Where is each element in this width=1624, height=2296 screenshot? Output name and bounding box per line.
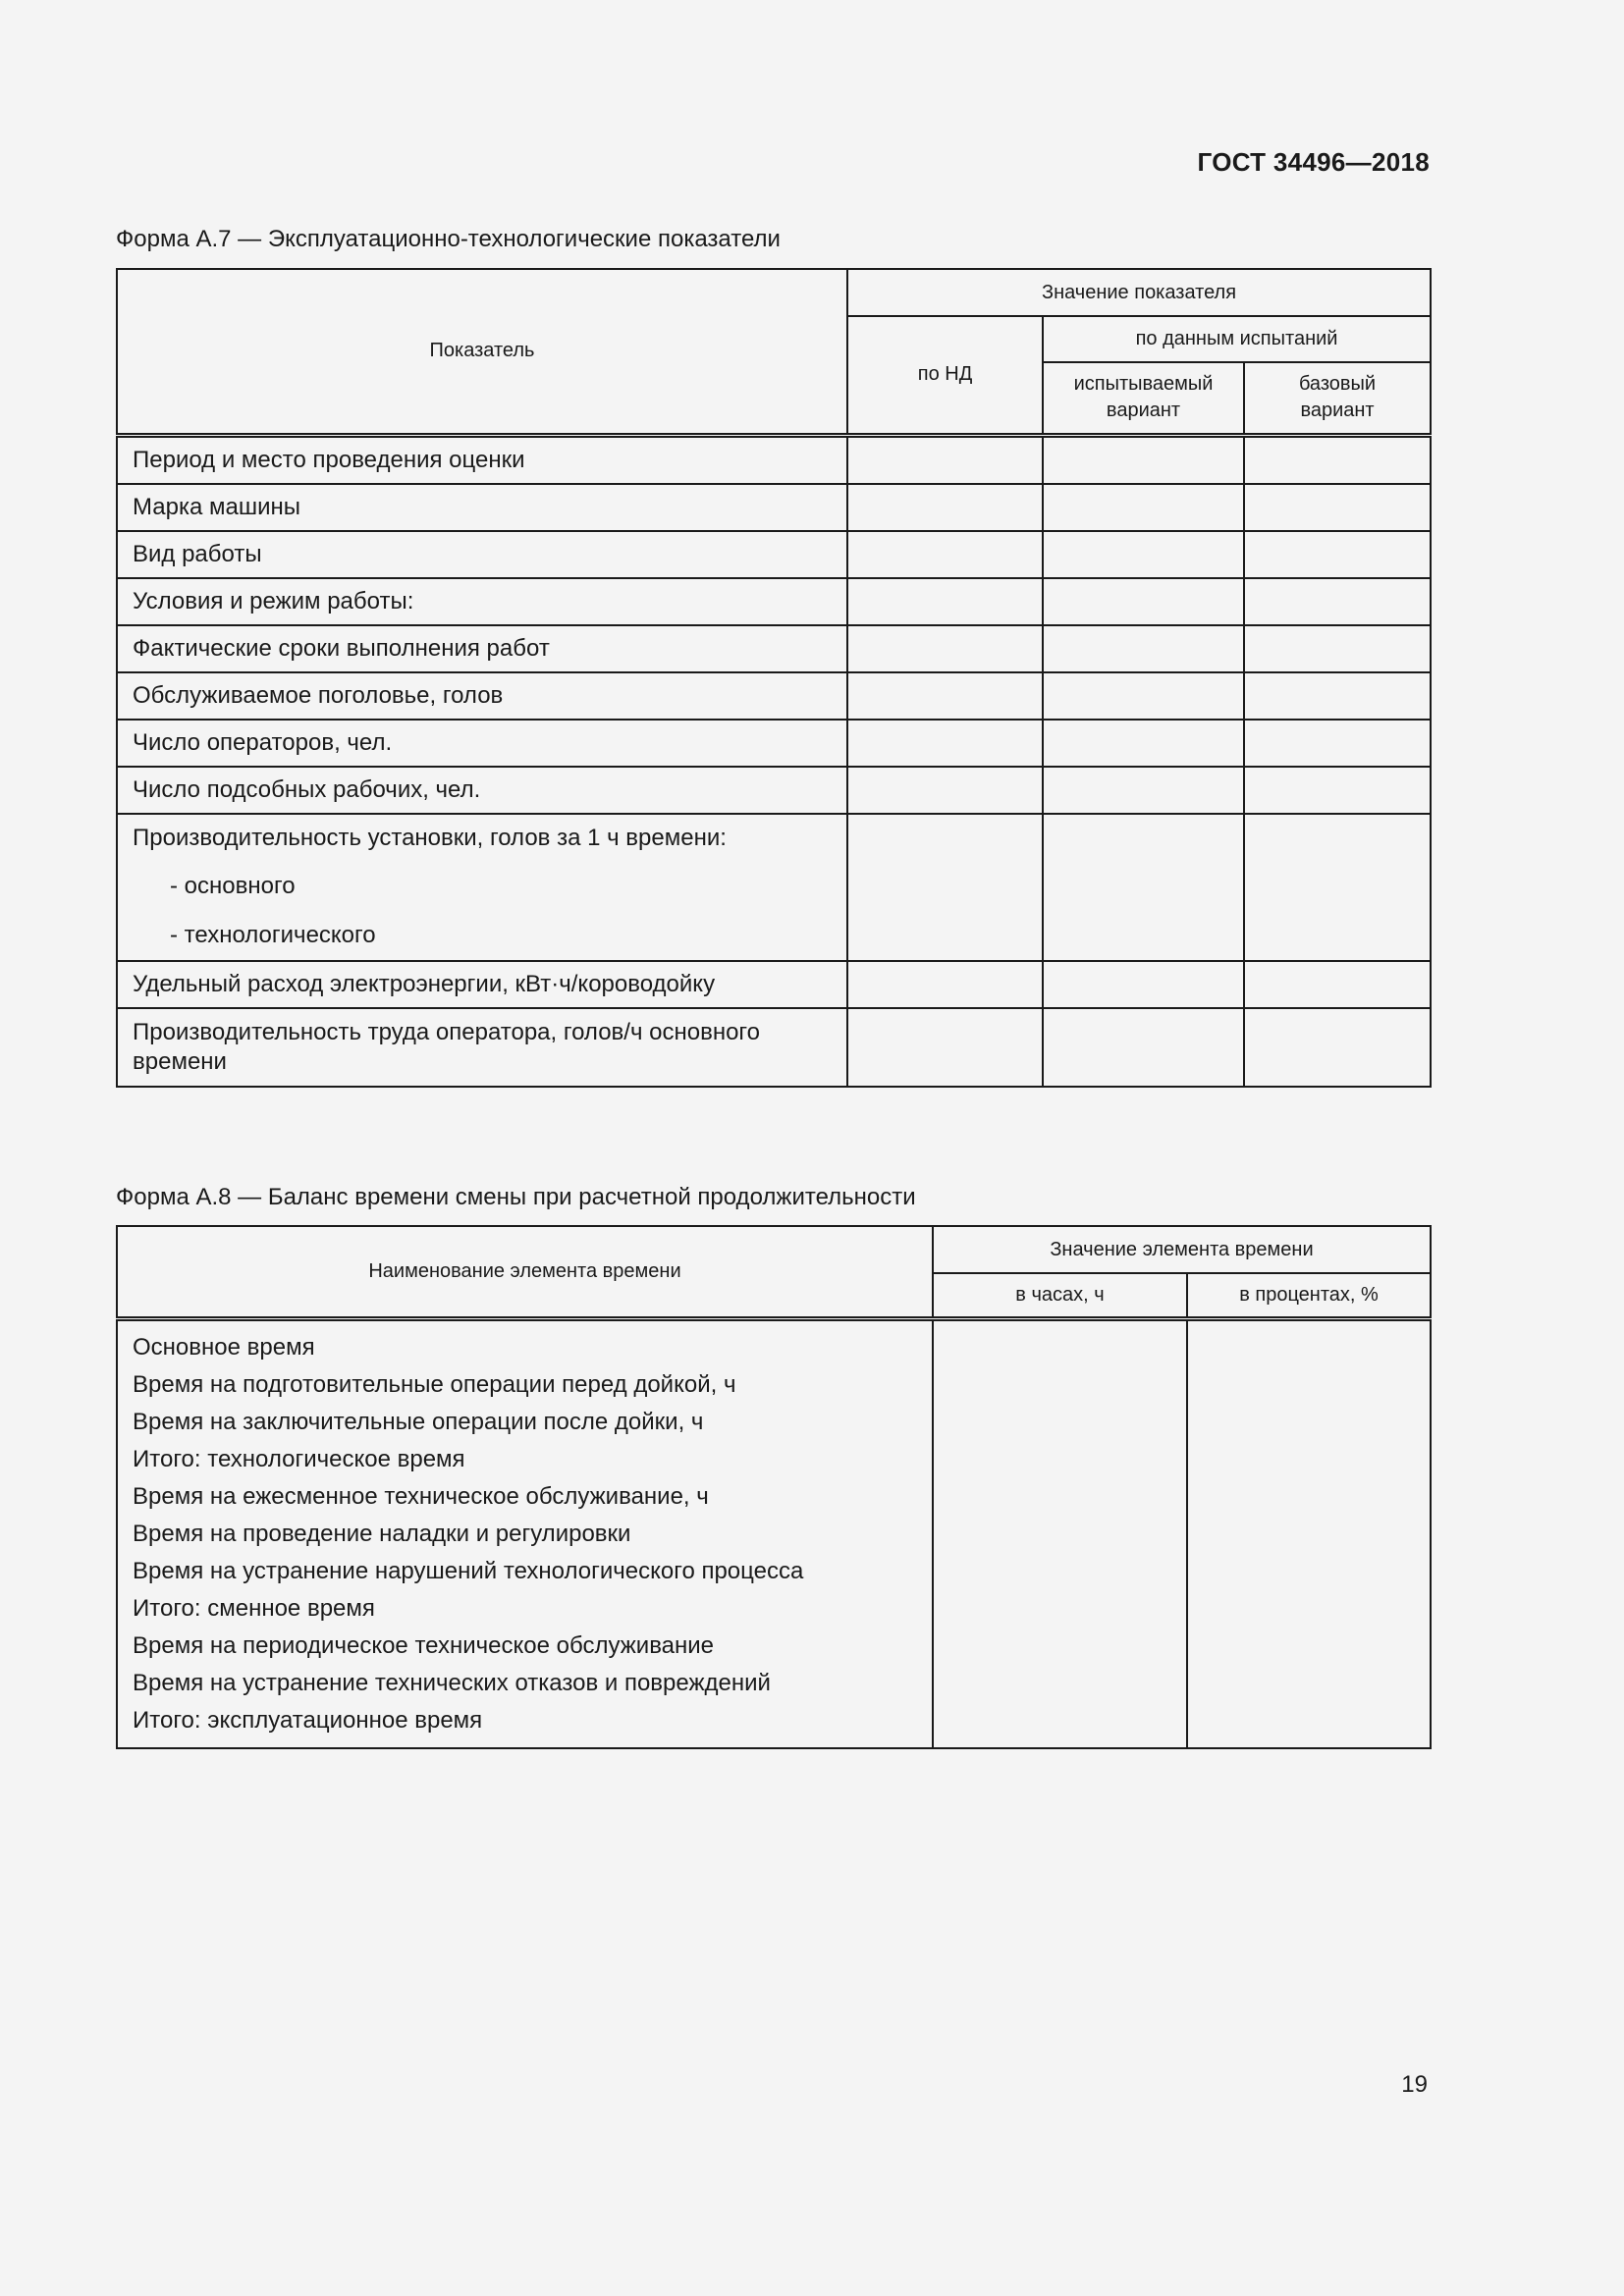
page-number: 19 bbox=[1401, 2071, 1428, 2098]
productivity-title: Производительность установки, голов за 1 ч времени: bbox=[133, 824, 727, 851]
cell-empty bbox=[1244, 1008, 1431, 1087]
list-item: Итого: эксплуатационное время bbox=[133, 1706, 483, 1734]
list-item: Время на ежесменное техническое обслуживание, ч bbox=[133, 1482, 709, 1510]
cell-empty bbox=[1043, 767, 1244, 814]
cell-empty bbox=[1187, 1318, 1431, 1748]
list-item: Время на устранение нарушений технологического процесса bbox=[133, 1557, 804, 1584]
header-percent: в процентах, % bbox=[1187, 1273, 1431, 1318]
row-label: Период и место проведения оценки bbox=[117, 435, 847, 484]
cell-empty bbox=[1244, 625, 1431, 672]
cell-empty bbox=[1244, 961, 1431, 1008]
table-row bbox=[117, 961, 1431, 1008]
cell-empty bbox=[1043, 961, 1244, 1008]
cell-empty bbox=[1043, 720, 1244, 767]
time-elements-list bbox=[117, 1318, 933, 1748]
row-label-productivity bbox=[117, 814, 847, 961]
cell-empty bbox=[847, 484, 1043, 531]
header-time-value-group: Значение элемента времени bbox=[933, 1226, 1431, 1273]
row-label: Фактические сроки выполнения работ bbox=[117, 625, 847, 672]
cell-empty bbox=[1244, 720, 1431, 767]
list-item: Итого: технологическое время bbox=[133, 1445, 465, 1472]
header-by-tests: по данным испытаний bbox=[1043, 316, 1431, 362]
row-label: Удельный расход электроэнергии, кВт·ч/короводойку bbox=[117, 961, 847, 1008]
form-a7-table bbox=[116, 268, 1432, 1088]
table-row bbox=[117, 814, 1431, 961]
cell-empty bbox=[847, 578, 1043, 625]
header-base-variant: базовый вариант bbox=[1244, 362, 1431, 435]
cell-empty bbox=[847, 814, 1043, 961]
table-row bbox=[117, 625, 1431, 672]
row-label: Вид работы bbox=[117, 531, 847, 578]
table-row bbox=[117, 672, 1431, 720]
productivity-item: - технологического bbox=[170, 921, 376, 948]
cell-empty bbox=[1043, 625, 1244, 672]
list-item: Время на заключительные операции после дойки, ч bbox=[133, 1408, 704, 1435]
form-a8-caption: Форма А.8 — Баланс времени смены при расчетной продолжительности bbox=[116, 1184, 916, 1210]
list-item: Время на подготовительные операции перед дойкой, ч bbox=[133, 1370, 736, 1398]
cell-empty bbox=[1043, 435, 1244, 484]
row-label: Обслуживаемое поголовье, голов bbox=[117, 672, 847, 720]
cell-empty bbox=[847, 961, 1043, 1008]
cell-empty bbox=[847, 720, 1043, 767]
list-item: Итого: сменное время bbox=[133, 1594, 375, 1622]
cell-empty bbox=[1244, 578, 1431, 625]
header-by-nd: по НД bbox=[847, 316, 1043, 435]
header-hours: в часах, ч bbox=[933, 1273, 1187, 1318]
document-standard-number: ГОСТ 34496—2018 bbox=[1197, 147, 1430, 177]
form-a8-table bbox=[116, 1225, 1432, 1749]
list-item: Основное время bbox=[133, 1333, 315, 1361]
header-indicator: Показатель bbox=[117, 269, 847, 435]
header-tested-variant: испытываемый вариант bbox=[1043, 362, 1244, 435]
cell-empty bbox=[1244, 767, 1431, 814]
list-item: Время на периодическое техническое обслуживание bbox=[133, 1631, 715, 1659]
form-a7-caption: Форма А.7 — Эксплуатационно-технологические показатели bbox=[116, 226, 781, 252]
table-row bbox=[117, 1318, 1431, 1748]
header-value-group: Значение показателя bbox=[847, 269, 1431, 316]
cell-empty bbox=[847, 435, 1043, 484]
cell-empty bbox=[847, 672, 1043, 720]
cell-empty bbox=[1043, 1008, 1244, 1087]
cell-empty bbox=[1043, 531, 1244, 578]
cell-empty bbox=[1244, 531, 1431, 578]
cell-empty bbox=[847, 1008, 1043, 1087]
row-label: Число подсобных рабочих, чел. bbox=[117, 767, 847, 814]
cell-empty bbox=[1244, 814, 1431, 961]
cell-empty bbox=[933, 1318, 1187, 1748]
cell-empty bbox=[1043, 814, 1244, 961]
table-row bbox=[117, 578, 1431, 625]
row-label: Марка машины bbox=[117, 484, 847, 531]
table-row bbox=[117, 1008, 1431, 1087]
productivity-item: - основного bbox=[170, 872, 296, 899]
cell-empty bbox=[1244, 435, 1431, 484]
header-time-element-name: Наименование элемента времени bbox=[117, 1226, 933, 1318]
cell-empty bbox=[1244, 672, 1431, 720]
cell-empty bbox=[1043, 672, 1244, 720]
row-label: Производительность труда оператора, голов/ч основного времени bbox=[117, 1008, 847, 1087]
table-row bbox=[117, 484, 1431, 531]
table-row bbox=[117, 720, 1431, 767]
table-row bbox=[117, 767, 1431, 814]
list-item: Время на устранение технических отказов и повреждений bbox=[133, 1669, 771, 1696]
table-row bbox=[117, 435, 1431, 484]
cell-empty bbox=[1244, 484, 1431, 531]
cell-empty bbox=[847, 625, 1043, 672]
row-label: Число операторов, чел. bbox=[117, 720, 847, 767]
cell-empty bbox=[1043, 578, 1244, 625]
cell-empty bbox=[847, 767, 1043, 814]
list-item: Время на проведение наладки и регулировки bbox=[133, 1520, 631, 1547]
row-label: Условия и режим работы: bbox=[117, 578, 847, 625]
cell-empty bbox=[847, 531, 1043, 578]
cell-empty bbox=[1043, 484, 1244, 531]
table-row bbox=[117, 531, 1431, 578]
